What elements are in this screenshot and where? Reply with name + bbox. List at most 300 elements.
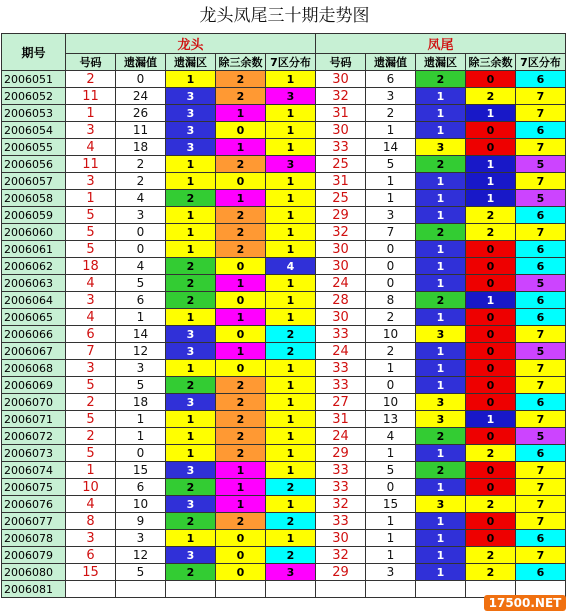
tail-zone-cell: 3: [416, 326, 466, 343]
head-miss-cell: 1: [116, 411, 166, 428]
tail-dist-cell: 7: [516, 513, 566, 530]
head-col-miss: 遗漏值: [116, 54, 166, 71]
tail-zone-cell: 1: [416, 547, 466, 564]
tail-miss-cell: 13: [366, 411, 416, 428]
tail-mod3-cell: 0: [466, 462, 516, 479]
table-row: [2, 479, 566, 496]
tail-num-cell: 33: [316, 326, 366, 343]
head-num-cell: 1: [66, 462, 116, 479]
head-dist-cell: 3: [266, 564, 316, 581]
table-row: [2, 275, 566, 292]
tail-dist-cell: 7: [516, 139, 566, 156]
tail-col-zone: 遗漏区: [416, 54, 466, 71]
tail-mod3-cell: 0: [466, 377, 516, 394]
tail-dist-cell: 7: [516, 360, 566, 377]
head-zone-cell: 3: [166, 122, 216, 139]
tail-mod3-cell: 0: [466, 326, 516, 343]
tail-num-cell: 30: [316, 309, 366, 326]
tail-num-cell: 25: [316, 156, 366, 173]
head-num-cell: 5: [66, 241, 116, 258]
head-mod3-cell: 1: [216, 105, 266, 122]
head-dist-cell: 1: [266, 71, 316, 88]
period-cell: 2006070: [2, 394, 66, 411]
head-mod3-cell: 0: [216, 292, 266, 309]
head-dist-cell: 2: [266, 479, 316, 496]
head-miss-cell: 5: [116, 275, 166, 292]
tail-miss-cell: 5: [366, 462, 416, 479]
head-dist-cell: 1: [266, 173, 316, 190]
table-row: [2, 122, 566, 139]
tail-dist-cell: 5: [516, 428, 566, 445]
tail-dist-cell: 6: [516, 292, 566, 309]
head-dist-cell: 2: [266, 343, 316, 360]
table-row: [2, 496, 566, 513]
head-zone-cell: 1: [166, 428, 216, 445]
table-row: [2, 173, 566, 190]
period-cell: 2006061: [2, 241, 66, 258]
tail-zone-cell: 1: [416, 360, 466, 377]
tail-num-cell: 30: [316, 258, 366, 275]
period-cell: 2006067: [2, 343, 66, 360]
head-dist-cell: 1: [266, 394, 316, 411]
head-zone-cell: 1: [166, 309, 216, 326]
tail-zone-cell: [416, 581, 466, 598]
tail-mod3-cell: 2: [466, 547, 516, 564]
table-row: [2, 547, 566, 564]
head-zone-cell: [166, 581, 216, 598]
tail-num-cell: 29: [316, 207, 366, 224]
head-mod3-cell: 0: [216, 360, 266, 377]
head-num-cell: 4: [66, 275, 116, 292]
head-miss-cell: 11: [116, 122, 166, 139]
tail-miss-cell: 0: [366, 479, 416, 496]
tail-miss-cell: 10: [366, 326, 416, 343]
tail-dist-cell: 5: [516, 275, 566, 292]
head-num-cell: 5: [66, 224, 116, 241]
head-mod3-cell: 2: [216, 224, 266, 241]
period-header: 期号: [2, 34, 66, 71]
period-cell: 2006073: [2, 445, 66, 462]
tail-num-cell: 24: [316, 428, 366, 445]
tail-zone-cell: 2: [416, 224, 466, 241]
tail-num-cell: [316, 581, 366, 598]
head-miss-cell: 24: [116, 88, 166, 105]
tail-miss-cell: 3: [366, 207, 416, 224]
head-num-cell: 2: [66, 428, 116, 445]
tail-miss-cell: 1: [366, 547, 416, 564]
tail-miss-cell: 0: [366, 258, 416, 275]
head-mod3-cell: 0: [216, 326, 266, 343]
head-zone-cell: 3: [166, 88, 216, 105]
head-miss-cell: 14: [116, 326, 166, 343]
tail-dist-cell: 7: [516, 462, 566, 479]
tail-num-cell: 33: [316, 462, 366, 479]
head-dist-cell: 4: [266, 258, 316, 275]
head-mod3-cell: 2: [216, 207, 266, 224]
tail-dist-cell: 6: [516, 309, 566, 326]
tail-dist-cell: 7: [516, 326, 566, 343]
head-zone-cell: 2: [166, 258, 216, 275]
table-row: [2, 207, 566, 224]
tail-zone-cell: 1: [416, 258, 466, 275]
period-cell: 2006055: [2, 139, 66, 156]
table-row: [2, 105, 566, 122]
head-miss-cell: 0: [116, 71, 166, 88]
tail-mod3-cell: 2: [466, 88, 516, 105]
head-miss-cell: 18: [116, 394, 166, 411]
head-mod3-cell: 1: [216, 275, 266, 292]
head-dist-cell: 1: [266, 139, 316, 156]
tail-miss-cell: 6: [366, 71, 416, 88]
tail-zone-cell: 1: [416, 445, 466, 462]
tail-miss-cell: 1: [366, 360, 416, 377]
head-num-cell: 7: [66, 343, 116, 360]
period-cell: 2006062: [2, 258, 66, 275]
tail-miss-cell: 7: [366, 224, 416, 241]
head-num-cell: 3: [66, 530, 116, 547]
tail-num-cell: 30: [316, 241, 366, 258]
tail-miss-cell: 15: [366, 496, 416, 513]
table-row: [2, 326, 566, 343]
head-zone-cell: 2: [166, 275, 216, 292]
table-row: [2, 394, 566, 411]
tail-mod3-cell: 1: [466, 292, 516, 309]
tail-miss-cell: [366, 581, 416, 598]
head-dist-cell: 1: [266, 122, 316, 139]
head-num-cell: 6: [66, 326, 116, 343]
head-zone-cell: 1: [166, 224, 216, 241]
tail-num-cell: 33: [316, 139, 366, 156]
tail-zone-cell: 1: [416, 275, 466, 292]
section-header-row: [2, 34, 566, 54]
period-cell: 2006065: [2, 309, 66, 326]
tail-zone-cell: 3: [416, 496, 466, 513]
head-zone-cell: 3: [166, 462, 216, 479]
tail-dist-cell: 6: [516, 394, 566, 411]
tail-dist-cell: 7: [516, 88, 566, 105]
table-row: [2, 360, 566, 377]
tail-miss-cell: 1: [366, 445, 416, 462]
head-miss-cell: 6: [116, 479, 166, 496]
tail-mod3-cell: 0: [466, 122, 516, 139]
tail-zone-cell: 1: [416, 513, 466, 530]
head-dist-cell: 1: [266, 241, 316, 258]
head-zone-cell: 3: [166, 139, 216, 156]
head-num-cell: 11: [66, 156, 116, 173]
tail-num-cell: 25: [316, 190, 366, 207]
head-miss-cell: 4: [116, 258, 166, 275]
tail-mod3-cell: 1: [466, 190, 516, 207]
table-row: [2, 258, 566, 275]
head-miss-cell: 12: [116, 547, 166, 564]
head-dist-cell: 1: [266, 207, 316, 224]
tail-zone-cell: 2: [416, 462, 466, 479]
tail-dist-cell: 6: [516, 207, 566, 224]
tail-num-cell: 32: [316, 88, 366, 105]
tail-mod3-cell: 0: [466, 275, 516, 292]
tail-num-cell: 24: [316, 275, 366, 292]
tail-zone-cell: 1: [416, 377, 466, 394]
head-num-cell: 2: [66, 71, 116, 88]
head-mod3-cell: 1: [216, 496, 266, 513]
tail-zone-cell: 2: [416, 156, 466, 173]
head-zone-cell: 3: [166, 496, 216, 513]
head-mod3-cell: 2: [216, 377, 266, 394]
table-row: [2, 377, 566, 394]
head-dist-cell: 1: [266, 360, 316, 377]
period-cell: 2006076: [2, 496, 66, 513]
tail-dist-cell: 5: [516, 156, 566, 173]
tail-num-cell: 31: [316, 411, 366, 428]
tail-dist-cell: 5: [516, 343, 566, 360]
head-num-cell: 4: [66, 139, 116, 156]
head-miss-cell: 3: [116, 360, 166, 377]
head-miss-cell: 10: [116, 496, 166, 513]
period-cell: 2006064: [2, 292, 66, 309]
head-miss-cell: 2: [116, 173, 166, 190]
head-zone-cell: 1: [166, 411, 216, 428]
head-zone-cell: 1: [166, 173, 216, 190]
period-cell: 2006060: [2, 224, 66, 241]
tail-col-number: 号码: [316, 54, 366, 71]
tail-miss-cell: 3: [366, 88, 416, 105]
head-miss-cell: 5: [116, 377, 166, 394]
table-row: [2, 445, 566, 462]
table-row: [2, 241, 566, 258]
head-zone-cell: 3: [166, 326, 216, 343]
period-cell: 2006080: [2, 564, 66, 581]
period-cell: 2006066: [2, 326, 66, 343]
head-col-dist: 7区分布: [266, 54, 316, 71]
head-zone-cell: 1: [166, 360, 216, 377]
head-mod3-cell: 0: [216, 547, 266, 564]
head-num-cell: 6: [66, 547, 116, 564]
period-cell: 2006068: [2, 360, 66, 377]
head-zone-cell: 2: [166, 292, 216, 309]
tail-zone-cell: 1: [416, 173, 466, 190]
tail-dist-cell: 7: [516, 377, 566, 394]
tail-dist-cell: 6: [516, 564, 566, 581]
tail-miss-cell: 4: [366, 428, 416, 445]
head-num-cell: 3: [66, 122, 116, 139]
head-num-cell: 15: [66, 564, 116, 581]
head-num-cell: 1: [66, 105, 116, 122]
head-miss-cell: 0: [116, 224, 166, 241]
tail-col-mod3: 除三余数: [466, 54, 516, 71]
tail-num-cell: 30: [316, 530, 366, 547]
head-num-cell: 5: [66, 411, 116, 428]
tail-mod3-cell: 0: [466, 360, 516, 377]
tail-zone-cell: 1: [416, 207, 466, 224]
period-cell: 2006051: [2, 71, 66, 88]
column-header-row: [2, 54, 566, 71]
tail-num-cell: 33: [316, 377, 366, 394]
tail-mod3-cell: 0: [466, 258, 516, 275]
tail-zone-cell: 3: [416, 139, 466, 156]
head-mod3-cell: 0: [216, 173, 266, 190]
period-cell: 2006058: [2, 190, 66, 207]
head-mod3-cell: 2: [216, 411, 266, 428]
head-mod3-cell: 0: [216, 122, 266, 139]
table-row: [2, 156, 566, 173]
table-row: [2, 411, 566, 428]
period-cell: 2006059: [2, 207, 66, 224]
tail-zone-cell: 1: [416, 479, 466, 496]
head-dist-cell: 1: [266, 462, 316, 479]
tail-miss-cell: 1: [366, 173, 416, 190]
tail-zone-cell: 2: [416, 71, 466, 88]
tail-num-cell: 29: [316, 445, 366, 462]
head-zone-cell: 3: [166, 105, 216, 122]
head-mod3-cell: 1: [216, 462, 266, 479]
tail-miss-cell: 3: [366, 564, 416, 581]
head-num-cell: 4: [66, 496, 116, 513]
head-zone-cell: 2: [166, 190, 216, 207]
phoenix-tail-header: 凤尾: [316, 34, 566, 54]
head-zone-cell: 1: [166, 156, 216, 173]
tail-mod3-cell: 0: [466, 513, 516, 530]
head-dist-cell: 2: [266, 513, 316, 530]
tail-mod3-cell: 0: [466, 428, 516, 445]
tail-num-cell: 31: [316, 105, 366, 122]
head-miss-cell: 4: [116, 190, 166, 207]
tail-mod3-cell: 2: [466, 496, 516, 513]
tail-zone-cell: 1: [416, 241, 466, 258]
trend-table: [1, 33, 566, 598]
period-cell: 2006071: [2, 411, 66, 428]
head-num-cell: 10: [66, 479, 116, 496]
tail-num-cell: 33: [316, 360, 366, 377]
tail-mod3-cell: 0: [466, 309, 516, 326]
tail-zone-cell: 1: [416, 190, 466, 207]
tail-miss-cell: 1: [366, 530, 416, 547]
table-row: [2, 190, 566, 207]
tail-zone-cell: 1: [416, 105, 466, 122]
head-num-cell: 8: [66, 513, 116, 530]
head-dist-cell: 1: [266, 377, 316, 394]
head-dist-cell: 3: [266, 156, 316, 173]
tail-miss-cell: 5: [366, 156, 416, 173]
tail-dist-cell: 6: [516, 241, 566, 258]
period-cell: 2006054: [2, 122, 66, 139]
tail-zone-cell: 1: [416, 309, 466, 326]
head-num-cell: 2: [66, 394, 116, 411]
head-dist-cell: 1: [266, 428, 316, 445]
table-row: [2, 530, 566, 547]
tail-mod3-cell: 2: [466, 207, 516, 224]
head-dist-cell: 1: [266, 309, 316, 326]
head-miss-cell: 0: [116, 241, 166, 258]
head-dist-cell: 1: [266, 445, 316, 462]
head-col-number: 号码: [66, 54, 116, 71]
tail-num-cell: 31: [316, 173, 366, 190]
head-dist-cell: 3: [266, 88, 316, 105]
period-cell: 2006053: [2, 105, 66, 122]
table-row: [2, 564, 566, 581]
head-miss-cell: 2: [116, 156, 166, 173]
head-dist-cell: 1: [266, 496, 316, 513]
head-zone-cell: 3: [166, 343, 216, 360]
head-zone-cell: 3: [166, 547, 216, 564]
head-zone-cell: 2: [166, 377, 216, 394]
head-num-cell: 3: [66, 360, 116, 377]
head-zone-cell: 1: [166, 241, 216, 258]
period-cell: 2006077: [2, 513, 66, 530]
tail-miss-cell: 0: [366, 241, 416, 258]
tail-mod3-cell: 2: [466, 224, 516, 241]
tail-miss-cell: 2: [366, 105, 416, 122]
tail-mod3-cell: 0: [466, 394, 516, 411]
head-col-mod3: 除三余数: [216, 54, 266, 71]
tail-num-cell: 24: [316, 343, 366, 360]
tail-num-cell: 32: [316, 547, 366, 564]
period-cell: 2006063: [2, 275, 66, 292]
tail-dist-cell: 6: [516, 258, 566, 275]
tail-dist-cell: 7: [516, 411, 566, 428]
tail-dist-cell: 7: [516, 224, 566, 241]
head-zone-cell: 1: [166, 71, 216, 88]
head-mod3-cell: 0: [216, 258, 266, 275]
tail-dist-cell: 7: [516, 173, 566, 190]
head-zone-cell: 3: [166, 394, 216, 411]
period-cell: 2006078: [2, 530, 66, 547]
head-miss-cell: 12: [116, 343, 166, 360]
head-num-cell: 18: [66, 258, 116, 275]
head-zone-cell: 1: [166, 530, 216, 547]
period-cell: 2006079: [2, 547, 66, 564]
head-num-cell: 3: [66, 292, 116, 309]
tail-miss-cell: 0: [366, 275, 416, 292]
head-miss-cell: 0: [116, 445, 166, 462]
head-mod3-cell: 1: [216, 309, 266, 326]
tail-mod3-cell: 1: [466, 156, 516, 173]
table-row: [2, 343, 566, 360]
head-mod3-cell: 2: [216, 156, 266, 173]
tail-num-cell: 32: [316, 496, 366, 513]
tail-mod3-cell: 0: [466, 479, 516, 496]
table-row: [2, 139, 566, 156]
head-mod3-cell: 2: [216, 241, 266, 258]
tail-dist-cell: 6: [516, 122, 566, 139]
head-num-cell: 3: [66, 173, 116, 190]
tail-num-cell: 32: [316, 224, 366, 241]
tail-miss-cell: 1: [366, 190, 416, 207]
head-zone-cell: 1: [166, 207, 216, 224]
head-mod3-cell: 2: [216, 445, 266, 462]
table-body: [2, 71, 566, 598]
tail-dist-cell: 7: [516, 479, 566, 496]
head-num-cell: 4: [66, 309, 116, 326]
tail-mod3-cell: 1: [466, 411, 516, 428]
tail-dist-cell: 7: [516, 496, 566, 513]
period-cell: 2006052: [2, 88, 66, 105]
tail-zone-cell: 1: [416, 564, 466, 581]
head-mod3-cell: 1: [216, 139, 266, 156]
head-num-cell: 5: [66, 377, 116, 394]
head-miss-cell: 3: [116, 530, 166, 547]
head-zone-cell: 2: [166, 513, 216, 530]
head-dist-cell: 1: [266, 292, 316, 309]
tail-num-cell: 28: [316, 292, 366, 309]
tail-dist-cell: 5: [516, 190, 566, 207]
tail-num-cell: 33: [316, 479, 366, 496]
tail-num-cell: 30: [316, 122, 366, 139]
tail-zone-cell: 2: [416, 292, 466, 309]
head-dist-cell: 1: [266, 224, 316, 241]
head-miss-cell: 1: [116, 428, 166, 445]
tail-mod3-cell: 2: [466, 445, 516, 462]
tail-dist-cell: 6: [516, 71, 566, 88]
